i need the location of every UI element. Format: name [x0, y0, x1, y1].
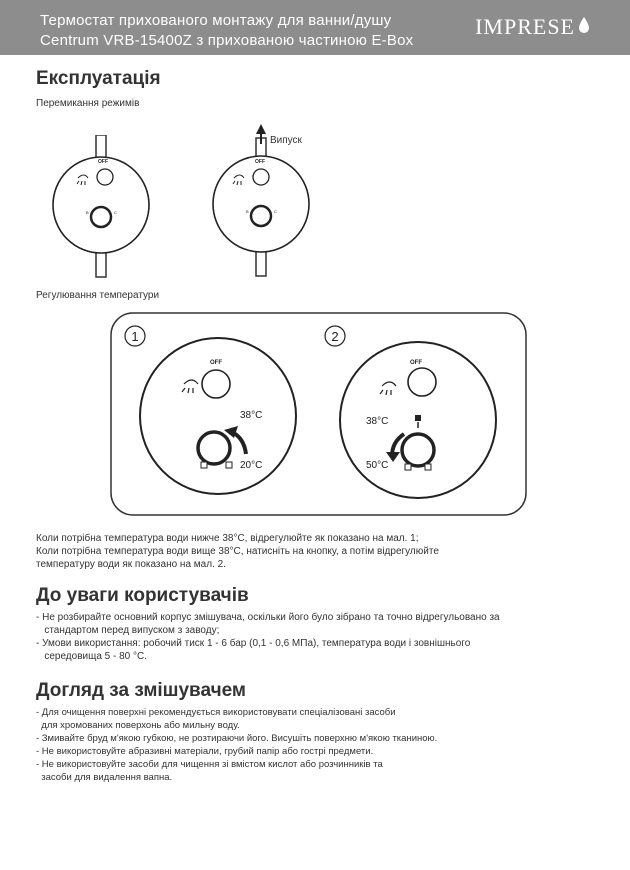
svg-text:C: C — [114, 210, 117, 215]
list-item: - Не використовуйте абразивні матеріали, грубий папір або гострі предмети. — [36, 746, 374, 757]
logo-text: IMPRESE — [475, 14, 575, 39]
list-item: - Умови використання: робочий тиск 1 - 6 бар (0,1 - 0,6 МПа), температура води і зовнішнього — [36, 638, 471, 649]
figure-1 — [125, 326, 296, 494]
figure-number: 1 — [131, 329, 139, 344]
attention-heading: До уваги користувачів — [36, 585, 249, 606]
list-item: - Не використовуйте засоби для чищення зі вмістом кислот або розчинників та — [36, 759, 383, 770]
faceplate — [213, 156, 309, 252]
figure-number: 2 — [331, 329, 339, 344]
document-title — [40, 11, 413, 51]
temperature-diagrams — [110, 312, 528, 517]
temp-bottom: 50°C — [366, 460, 389, 471]
off-label: OFF — [255, 159, 265, 165]
care-heading: Догляд за змішувачем — [36, 680, 246, 701]
operation-heading: Експлуатація — [36, 68, 161, 89]
temp-adjust-label: Регулювання температури — [36, 290, 160, 301]
note-line-1: Коли потрібна температура води нижче 38°С, відрегулюйте як показано на мал. 1; — [36, 533, 419, 544]
off-label: OFF — [98, 159, 108, 165]
title-line-2: Centrum VRB-15400Z з прихованою частиною E-Box — [40, 32, 414, 49]
note-line-2: Коли потрібна температура води вище 38°С, натисніть на кнопку, а потім відрегулюйте — [36, 546, 439, 557]
temp-top: 38°C — [240, 410, 263, 421]
svg-text:B: B — [246, 209, 249, 214]
temp-bottom: 20°C — [240, 460, 263, 471]
list-item: - Не розбирайте основний корпус змішувача, оскільки його було зібрано та точно відрегульовано за — [36, 612, 500, 623]
list-item: для хромованих поверхонь або мильну воду. — [36, 720, 240, 731]
care-list — [36, 706, 437, 784]
mode-diagram-1 — [50, 135, 160, 280]
list-item: середовища 5 - 80 °С. — [36, 651, 148, 662]
faceplate — [53, 157, 149, 253]
svg-text:B: B — [86, 210, 89, 215]
list-item: засоби для видалення вапна. — [36, 772, 173, 783]
push-button-icon — [415, 415, 421, 421]
figure-2 — [325, 326, 496, 498]
off-label: OFF — [410, 360, 422, 366]
list-item: - Змивайте бруд м'якою губкою, не розтираючи його. Висушіть поверхню м'якою тканиною. — [36, 733, 438, 744]
svg-text:C: C — [274, 209, 277, 214]
adjust-notes — [36, 532, 439, 571]
attention-list — [36, 611, 500, 663]
water-drop-icon — [578, 14, 590, 40]
note-line-3: температуру води як показано на мал. 2. — [36, 559, 226, 570]
mode-diagram-2 — [210, 120, 320, 280]
list-item: - Для очищення поверхні рекомендується використовувати спеціалізовані засоби — [36, 707, 396, 718]
release-label: Випуск — [270, 135, 302, 146]
page-header — [0, 0, 630, 55]
temp-top: 38°C — [366, 416, 389, 427]
title-line-1: Термостат прихованого монтажу для ванни/душу — [40, 12, 392, 29]
mode-switch-label: Перемикання режимів — [36, 98, 140, 109]
off-label: OFF — [210, 360, 222, 366]
list-item: стандартом перед випуском з заводу; — [36, 625, 220, 636]
brand-logo — [475, 14, 590, 40]
